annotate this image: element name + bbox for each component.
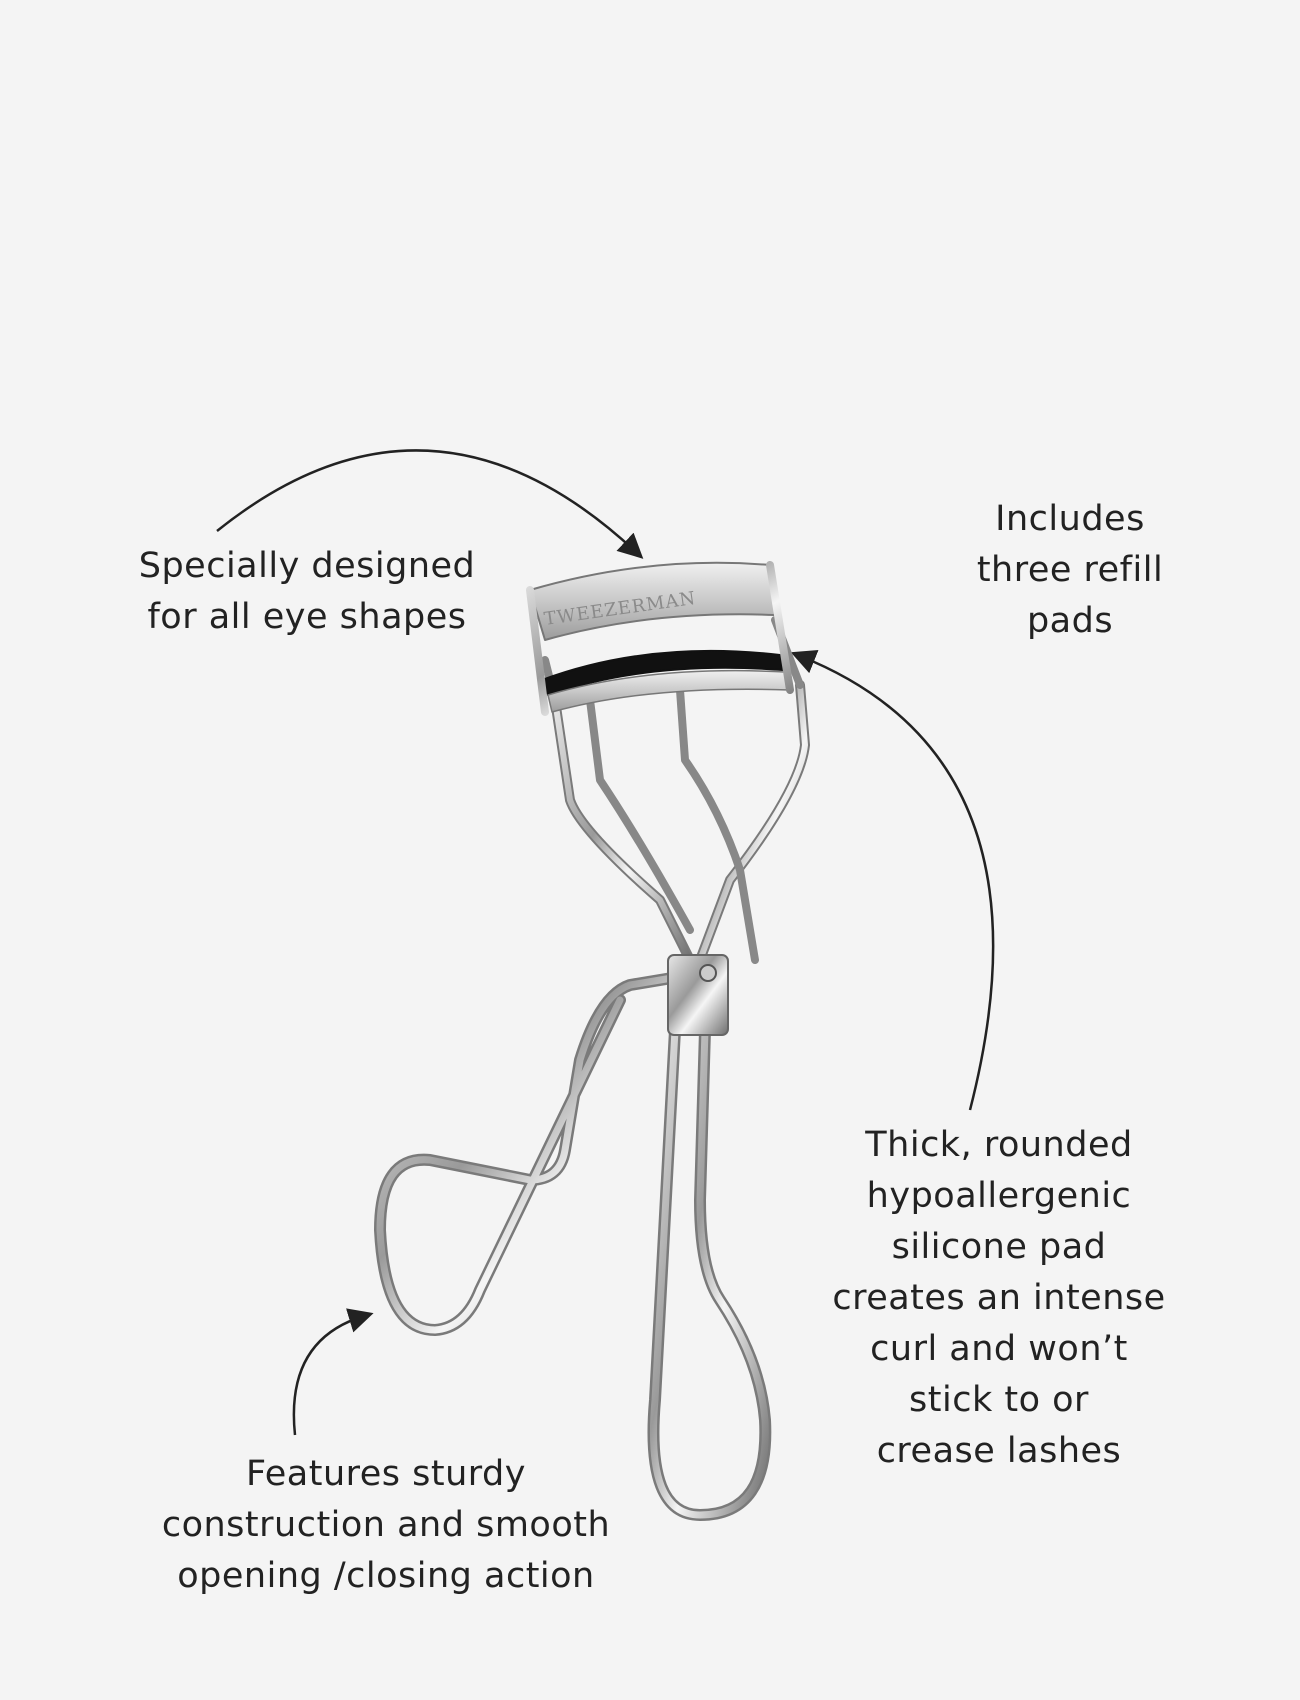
callout-line: curl and won’t: [870, 1329, 1128, 1369]
eyelash-curler-image: [380, 563, 805, 1515]
arrow-silicone-pad: [800, 656, 993, 1110]
callout-line: crease lashes: [876, 1431, 1122, 1471]
callout-line: creates an intense: [832, 1278, 1166, 1318]
brand-logo: TWEEZERMAN: [542, 587, 698, 630]
callout-line: pads: [1026, 601, 1114, 641]
callout-line: hypoallergenic: [866, 1176, 1132, 1216]
callout-eye-shapes: [107, 541, 507, 643]
arrow-eye-shapes: [217, 450, 636, 552]
callout-line: Features sturdy: [246, 1454, 526, 1494]
callout-line: Specially designed: [138, 546, 476, 586]
callout-refill-pads: [920, 494, 1220, 647]
callout-line: Thick, rounded: [865, 1125, 1133, 1165]
callout-silicone-pad: [799, 1120, 1199, 1477]
callout-construction: [136, 1449, 636, 1602]
callout-line: three refill: [976, 550, 1164, 590]
callout-line: opening /closing action: [177, 1556, 595, 1596]
arrow-construction: [294, 1316, 364, 1435]
callout-line: silicone pad: [891, 1227, 1107, 1267]
callout-line: for all eye shapes: [147, 597, 467, 637]
callout-line: construction and smooth: [161, 1505, 611, 1545]
callout-line: Includes: [995, 499, 1145, 539]
callout-line: stick to or: [909, 1380, 1089, 1420]
